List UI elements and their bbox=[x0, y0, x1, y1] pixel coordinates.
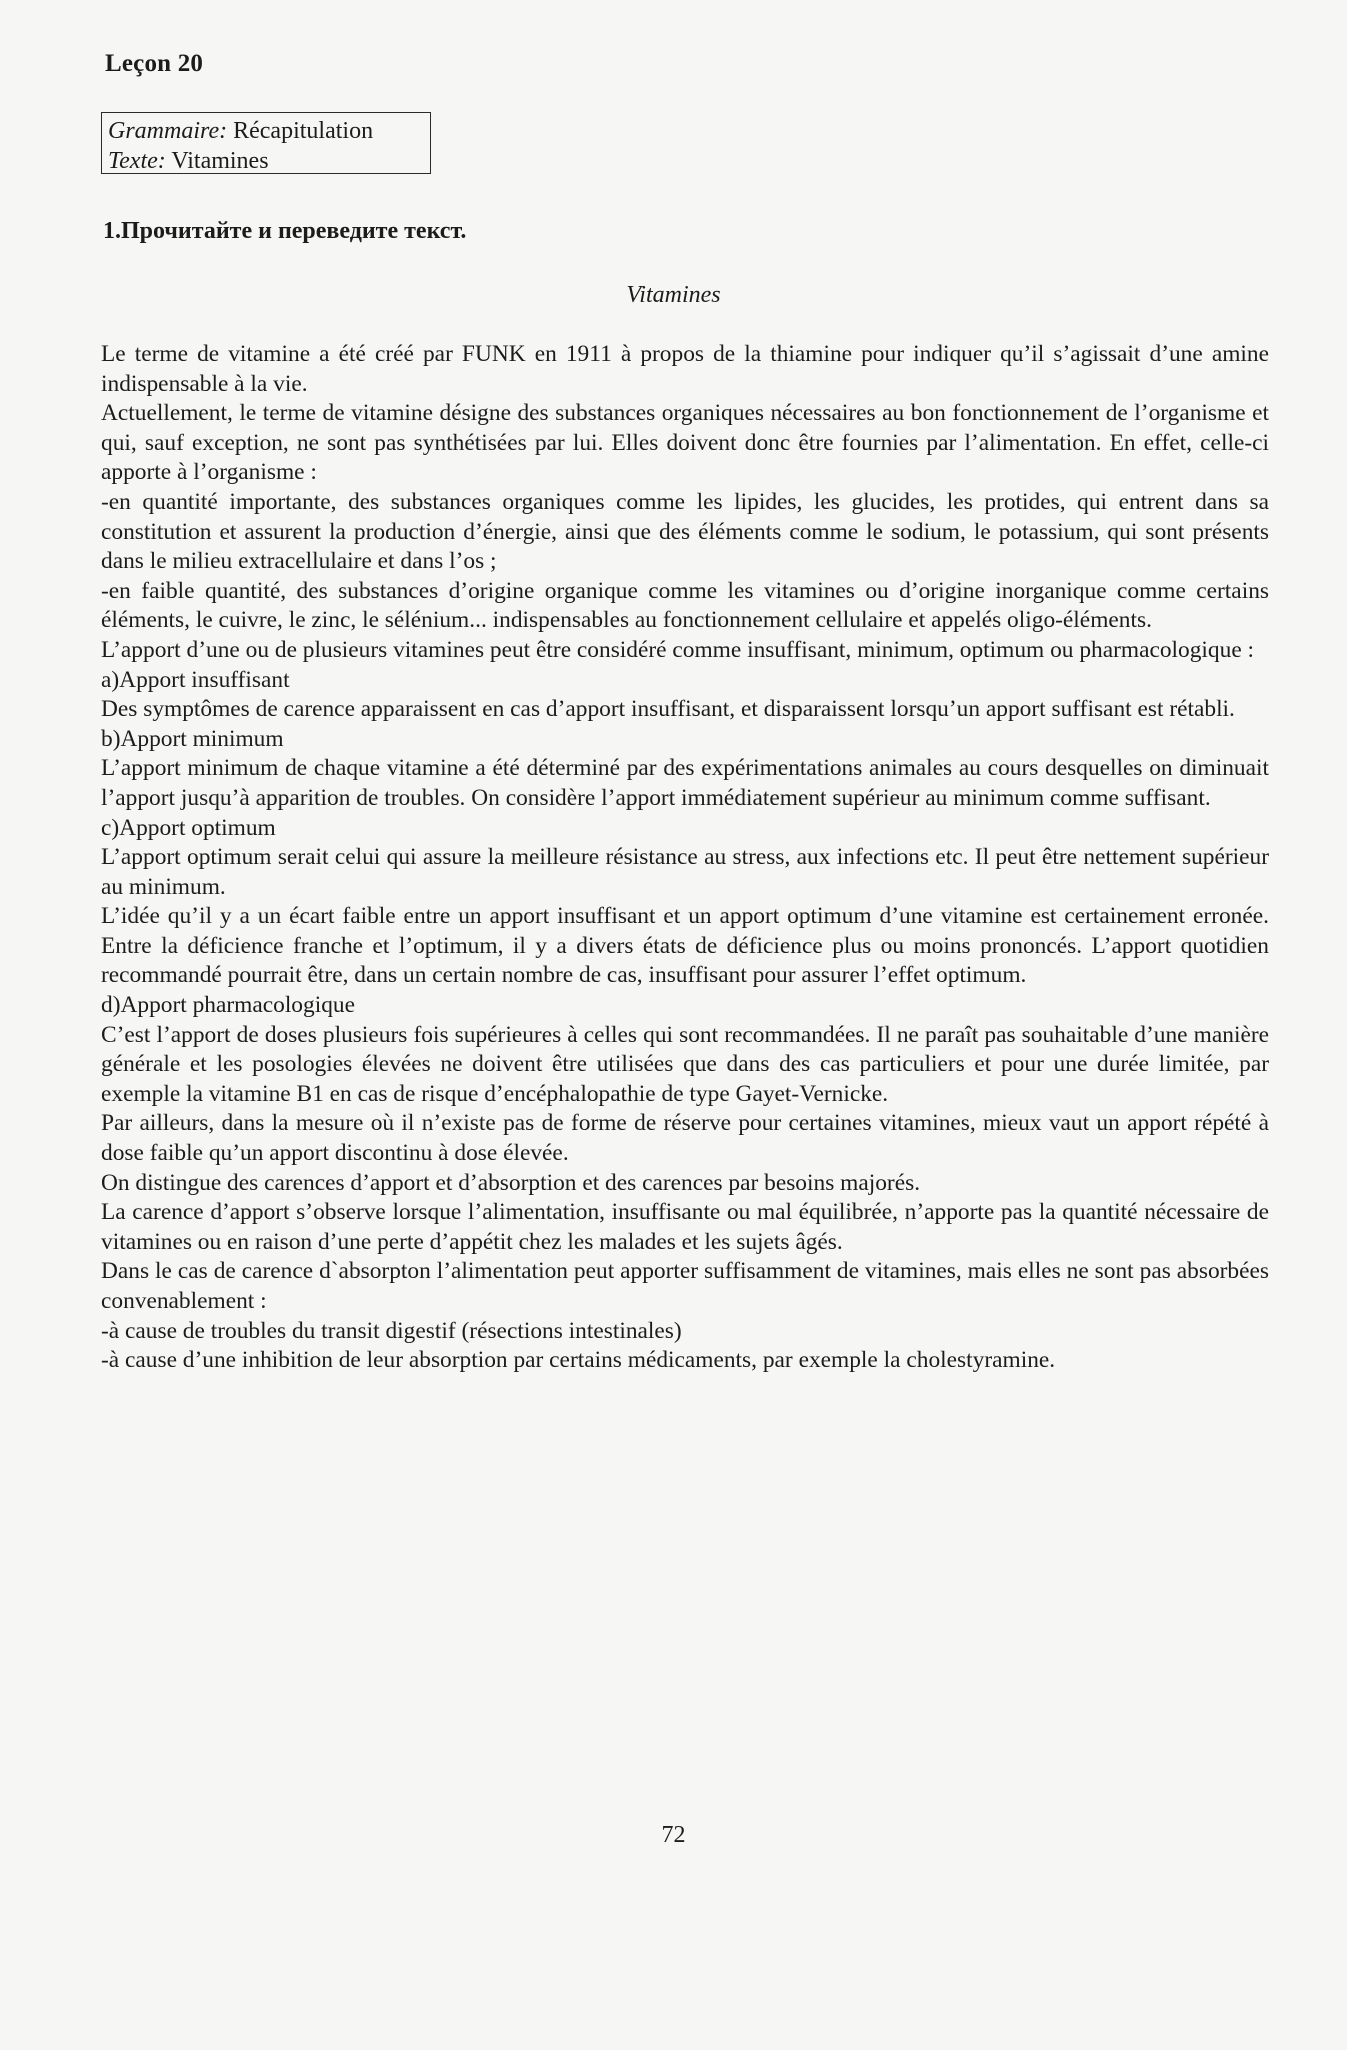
grammar-value: Récapitulation bbox=[233, 118, 374, 144]
task-instruction: 1.Прочитайте и переведите текст. bbox=[103, 218, 467, 244]
grammar-line bbox=[108, 116, 430, 146]
grammar-label: Grammaire: bbox=[108, 118, 228, 144]
paragraph: On distingue des carences d’apport et d’absorption et des carences par besoins majorés. bbox=[101, 1169, 921, 1196]
paragraph: Dans le cas de carence d`absorpton l’alimentation peut apporter suffisamment de vitamines, mais elles ne sont pas absorbées convenablement : bbox=[101, 1258, 1269, 1314]
paragraph: -en faible quantité, des substances d’origine organique comme les vitamines ou d’origine inorganique comme certains éléments, le cuivre, le zinc, le sélénium... indispensables au fonctionnement cellulaire et appelés oligo-éléments. bbox=[101, 577, 1269, 634]
text-title: Vitamines bbox=[626, 282, 721, 308]
paragraph: Par ailleurs, dans la mesure où il n’existe pas de forme de réserve pour certaines vitamines, mieux vaut un apport répété à dose faible qu’un apport discontinu à dose élevée. bbox=[101, 1110, 1269, 1167]
section-heading: c)Apport optimum bbox=[101, 814, 276, 841]
paragraph: L’apport d’une ou de plusieurs vitamines peut être considéré comme insuffisant, minimum, optimum ou pharmacologique : bbox=[101, 636, 1255, 663]
paragraph: -en quantité importante, des substances organiques comme les lipides, les glucides, les protides, qui entrent dans sa constitution et assurent la production d’énergie, ainsi que des éléments comme le sodium, le potassium, qui sont présents dans le milieu extracellulaire et dans l’os ; bbox=[101, 488, 1269, 575]
paragraph: La carence d’apport s’observe lorsque l’alimentation, insuffisante ou mal équilibrée, n’apporte pas la quantité nécessaire de vitamines ou en raison d’une perte d’appétit chez les malades et les sujets âgés. bbox=[101, 1199, 1269, 1255]
page-number: 72 bbox=[661, 1822, 686, 1848]
paragraph: C’est l’apport de doses plusieurs fois supérieures à celles qui sont recommandées. Il ne paraît pas souhaitable d’une manière générale et les posologies élevées ne doivent être utilisées que dans des cas particuliers et pour une durée limitée, par exemple la vitamine B1 en cas de risque d’encéphalopathie de type Gayet-Vernicke. bbox=[101, 1021, 1269, 1107]
paragraph: Le terme de vitamine a été créé par FUNK en 1911 à propos de la thiamine pour indiquer qu’il s’agissait d’une amine indispensable à la vie. bbox=[101, 341, 1269, 397]
list-item: -à cause de troubles du transit digestif (résections intestinales) bbox=[101, 1317, 682, 1344]
paragraph: Des symptômes de carence apparaissent en cas d’apport insuffisant, et disparaissent lorsqu’un apport suffisant est rétabli. bbox=[101, 696, 1235, 723]
list-item: -à cause d’une inhibition de leur absorption par certains médicaments, par exemple la cholestyramine. bbox=[101, 1347, 1056, 1374]
section-heading: b)Apport minimum bbox=[101, 725, 284, 752]
paragraph: L’idée qu’il y a un écart faible entre un apport insuffisant et un apport optimum d’une vitamine est certainement erronée. Entre la déficience franche et l’optimum, il y a divers états de déficience plus ou moins prononcés. L’apport quotidien recommandé pourrait être, dans un certain nombre de cas, insuffisant pour assurer l’effet optimum. bbox=[101, 903, 1269, 989]
lesson-heading: Leçon 20 bbox=[105, 50, 204, 77]
section-heading: d)Apport pharmacologique bbox=[101, 992, 355, 1019]
section-heading: a)Apport insuffisant bbox=[101, 666, 290, 693]
paragraph: L’apport minimum de chaque vitamine a été déterminé par des expérimentations animales au cours desquelles on diminuait l’apport jusqu’à apparition de troubles. On considère l’apport immédiatement supérieur au minimum comme suffisant. bbox=[101, 755, 1269, 811]
paragraph: L’apport optimum serait celui qui assure la meilleure résistance au stress, aux infections etc. Il peut être nettement supérieur au minimum. bbox=[101, 844, 1269, 900]
text-line bbox=[108, 146, 430, 176]
paragraph: Actuellement, le terme de vitamine désigne des substances organiques nécessaires au bon fonctionnement de l’organisme et qui, sauf exception, ne sont pas synthétisées par lui. Elles doivent donc être fournies par l’alimentation. En effet, celle-ci apporte à l’organisme : bbox=[101, 400, 1269, 486]
body-text bbox=[101, 340, 1269, 1376]
text-label: Texte: bbox=[108, 148, 166, 174]
topic-box bbox=[101, 112, 431, 174]
text-value: Vitamines bbox=[171, 148, 269, 174]
